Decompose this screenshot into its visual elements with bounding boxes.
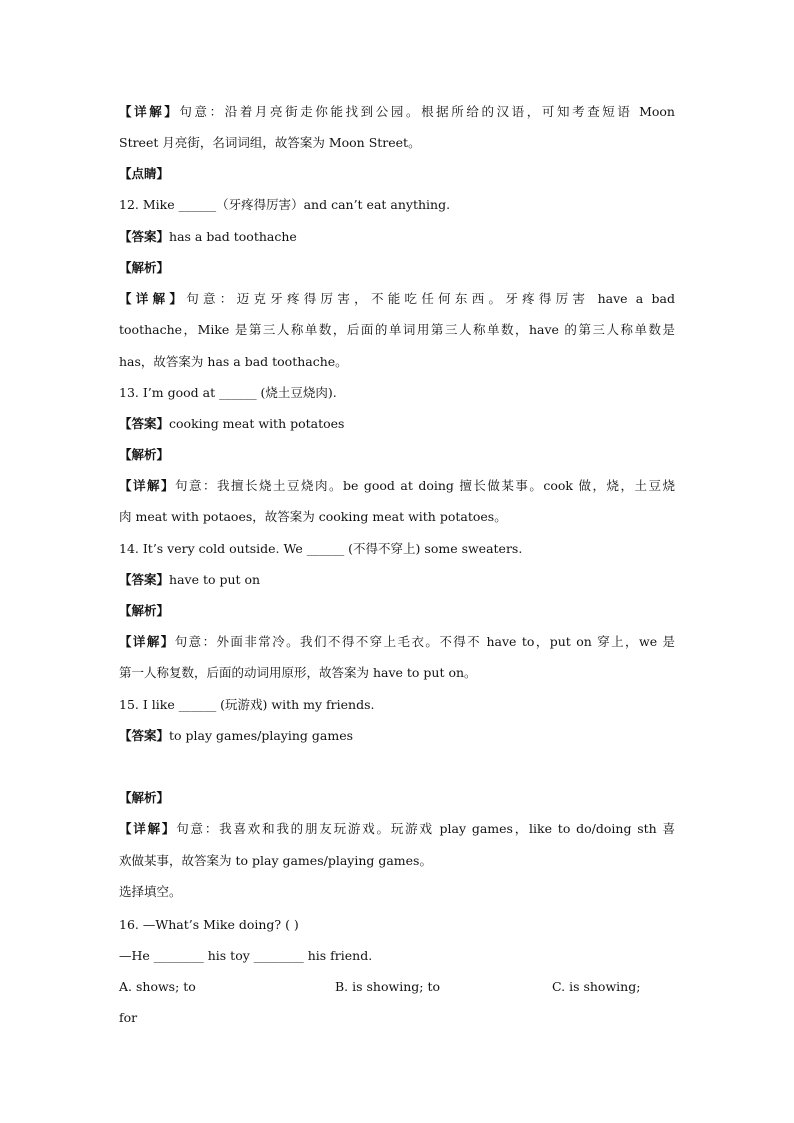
question-16: 16. —What’s Mike doing? ( ) [119, 917, 299, 932]
answer-13: 【答案】cooking meat with potatoes [119, 416, 345, 431]
text-line: 【详解】句意：沿着月亮街走你能找到公园。根据所给的汉语，可知考查短语 Moon [119, 104, 675, 119]
choice-c: C. is showing; [552, 979, 641, 994]
answer-12: 【答案】has a bad toothache [119, 229, 297, 244]
question-16-line-2: —He ________ his toy ________ his friend. [119, 948, 373, 963]
section-label: 【详解】 [119, 821, 177, 836]
text-line: Street 月亮街，名词词组，故答案为 Moon Street。 [119, 135, 421, 150]
answer-14: 【答案】have to put on [119, 572, 261, 587]
analysis-label: 【解析】 [119, 603, 170, 618]
section-label: 【答案】 [119, 728, 170, 743]
choice-c-continued: for [119, 1010, 138, 1025]
question-13: 13. I’m good at ______ (烧土豆烧肉). [119, 385, 337, 400]
section-label: 【答案】 [119, 229, 170, 244]
text-line: has，故答案为 has a bad toothache。 [119, 354, 348, 369]
analysis-label: 【解析】 [119, 790, 170, 805]
text-line: 【详解】句意：我喜欢和我的朋友玩游戏。玩游戏 play games，like to do/doing sth 喜 [119, 821, 675, 836]
question-12: 12. Mike ______（牙疼得厉害）and can’t eat anything. [119, 197, 451, 212]
text-line: 【详解】句意：我擅长烧土豆烧肉。be good at doing 擅长做某事。cook 做，烧，土豆烧 [119, 478, 675, 493]
answer-15: 【答案】to play games/playing games [119, 728, 354, 743]
text-line: 【详解】句意：迈克牙疼得厉害，不能吃任何东西。牙疼得厉害 have a bad [119, 291, 675, 306]
section-label: 【详解】 [119, 291, 187, 306]
choice-a: A. shows; to [119, 979, 196, 994]
section-label: 【答案】 [119, 416, 170, 431]
question-15: 15. I like ______ (玩游戏) with my friends. [119, 697, 375, 712]
text-line: 第一人称复数，后面的动词用原形，故答案为 have to put on。 [119, 665, 477, 680]
note-label: 【点睛】 [119, 166, 170, 181]
section-label: 【详解】 [119, 478, 175, 493]
question-14: 14. It’s very cold outside. We ______ (不得不穿上) some sweaters. [119, 541, 523, 556]
section-label: 【详解】 [119, 634, 175, 649]
choice-b: B. is showing; to [335, 979, 440, 994]
section-heading: 选择填空。 [119, 884, 182, 899]
text-line: 欢做某事，故答案为 to play games/playing games。 [119, 853, 432, 868]
text-line: 【详解】句意：外面非常冷。我们不得不穿上毛衣。不得不 have to，put on 穿上，we 是 [119, 634, 675, 649]
analysis-label: 【解析】 [119, 447, 170, 462]
analysis-label: 【解析】 [119, 260, 170, 275]
text-line: 肉 meat with potaoes，故答案为 cooking meat with potatoes。 [119, 509, 507, 524]
section-label: 【详解】 [119, 104, 180, 119]
section-label: 【答案】 [119, 572, 170, 587]
text-line: toothache，Mike 是第三人称单数，后面的单词用第三人称单数，have 的第三人称单数是 [119, 322, 675, 337]
